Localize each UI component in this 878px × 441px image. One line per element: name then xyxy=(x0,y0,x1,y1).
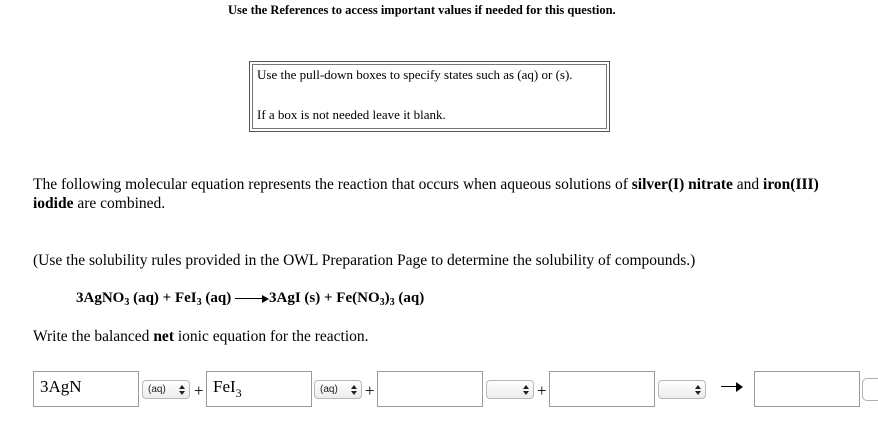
species-input-5[interactable] xyxy=(754,371,860,407)
term-1-subscript: 3 xyxy=(124,297,130,308)
prompt-lead: Write the balanced xyxy=(33,328,154,345)
state-select-3[interactable] xyxy=(486,380,534,399)
desc-part-3: are combined. xyxy=(73,195,166,212)
term-2-subscript: 3 xyxy=(196,297,202,308)
term-3: 3AgI (s) + Fe(NO xyxy=(269,290,380,306)
prompt-bold: net xyxy=(153,328,174,345)
species-input-3[interactable] xyxy=(377,371,483,407)
state-select-4[interactable] xyxy=(658,380,706,399)
term-3-state: (aq) xyxy=(394,290,425,306)
species-2-subscript: 3 xyxy=(235,386,242,400)
desc-part-2: and xyxy=(732,176,764,193)
state-select-2[interactable] xyxy=(314,380,362,399)
plus-sign-3: + xyxy=(537,381,547,400)
desc-part-1: The following molecular equation represents the reaction that occurs when aqueous solutions of xyxy=(33,176,632,193)
up-down-chevron-icon xyxy=(179,385,185,395)
species-2-formula: FeI xyxy=(213,377,236,396)
up-down-chevron-icon xyxy=(695,385,701,395)
state-select-2-value: (aq) xyxy=(320,384,338,395)
species-input-2[interactable] xyxy=(206,371,312,407)
term-3-mid: ) xyxy=(384,290,390,306)
net-ionic-prompt xyxy=(33,328,369,346)
instructions-line-1: Use the pull-down boxes to specify states such as (aq) or (s). xyxy=(257,67,573,82)
term-2: FeI xyxy=(174,290,197,306)
instructions-line-2: If a box is not needed leave it blank. xyxy=(257,107,446,122)
state-select-1[interactable] xyxy=(142,380,190,399)
reactant-2: iron(III) iodide xyxy=(33,176,819,212)
term-3-subscript-1: 3 xyxy=(379,297,385,308)
reaction-arrow-icon xyxy=(235,295,269,303)
term-1-state: (aq) + xyxy=(129,290,175,306)
species-input-4[interactable] xyxy=(549,371,655,407)
right-arrow-icon xyxy=(721,381,743,393)
species-input-1[interactable]: 3AgN xyxy=(33,371,139,407)
solubility-note: (Use the solubility rules provided in the OWL Preparation Page to determine the solubility of compounds.) xyxy=(33,252,696,269)
up-down-chevron-icon xyxy=(523,385,529,395)
question-description xyxy=(33,175,833,213)
reactant-1: silver(I) nitrate xyxy=(631,176,733,193)
plus-sign-1: + xyxy=(194,381,204,400)
plus-sign-2: + xyxy=(365,381,375,400)
references-note: Use the References to access important values if needed for this question. xyxy=(228,3,616,17)
term-1: 3AgNO xyxy=(76,290,125,306)
up-down-chevron-icon xyxy=(351,385,357,395)
prompt-tail: ionic equation for the reaction. xyxy=(173,328,369,345)
state-select-5[interactable] xyxy=(862,378,878,401)
molecular-equation xyxy=(76,290,424,308)
term-2-state: (aq) xyxy=(201,290,235,306)
term-3-subscript-2: 3 xyxy=(389,297,395,308)
state-select-1-value: (aq) xyxy=(148,384,166,395)
